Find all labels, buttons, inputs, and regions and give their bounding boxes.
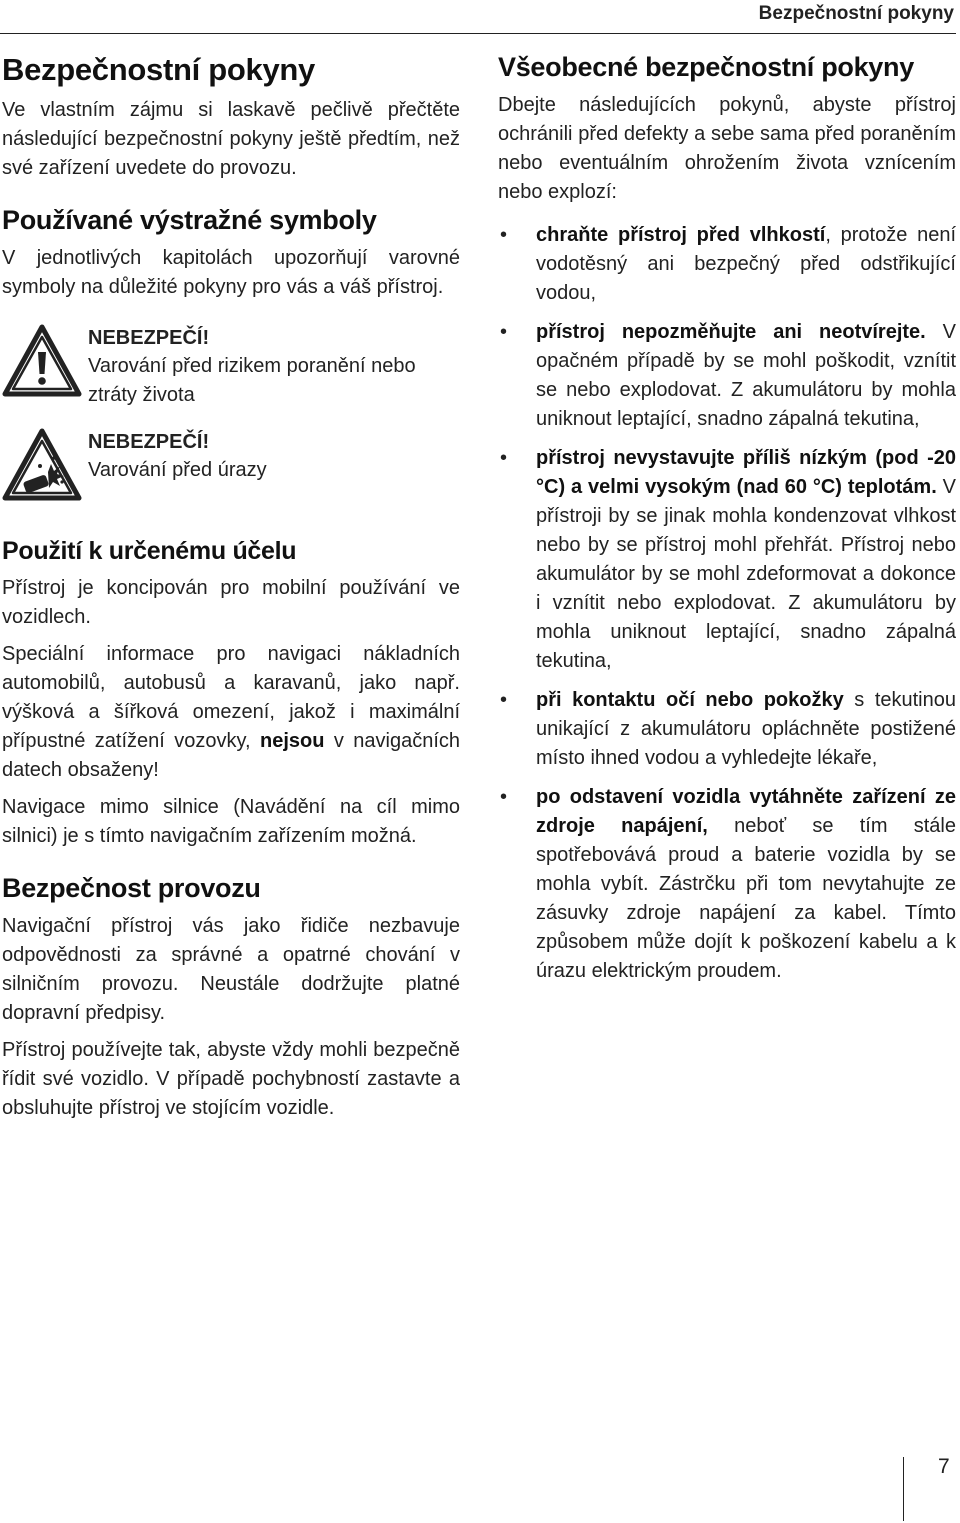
general-heading: Všeobecné bezpečnostní pokyny: [498, 52, 914, 82]
bullet-bold: chraňte přístroj před vlhkostí: [536, 224, 826, 246]
bullet-icon: •: [500, 689, 508, 711]
warning-title: NEBEZPEČÍ!: [88, 431, 210, 453]
usage-paragraph-3: Navigace mimo silnice (Navádění na cíl mimo silnici) je s tímto navigačním zařízením možná.: [2, 796, 460, 847]
bullet-icon: •: [500, 447, 508, 469]
bullet-icon: •: [500, 224, 508, 246]
usage-p2-before: Speciální informace pro navigaci nákladních automobilů, autobusů a karavanů, jako např. výšková a šířková omezení, jakož i maximální přípustné zatížení vozovky,: [2, 643, 460, 752]
warning-danger-injury: [2, 428, 460, 507]
bullet-text: neboť se tím stále spotřebovává proud a baterie vozidla by se mohla vybít. Zástrčku při tom nevytahujte ze zásuvky zdroje napájení za kabel. Tímto způsobem může dojít k poškození kabelu a k úrazu elektrickým proudem.: [536, 815, 956, 982]
footer-rule: [903, 1457, 904, 1521]
usage-p2-after: v navigačních datech obsaženy!: [2, 730, 461, 781]
usage-heading: Použití k určenému účelu: [2, 537, 297, 565]
bullet-icon: •: [500, 786, 508, 808]
usage-paragraph-1: Přístroj je koncipován pro mobilní používání ve vozidlech.: [2, 577, 460, 628]
running-header: Bezpečnostní pokyny: [758, 3, 954, 24]
list-item: [498, 318, 956, 434]
bullet-text: , protože není vodotěsný ani bezpečný před odstřikující vodou,: [536, 224, 956, 304]
exclamation-warning-icon: [2, 324, 82, 403]
usage-p2-bold: nejsou: [260, 730, 325, 752]
bullet-bold: po odstavení vozidla vytáhněte zařízení ze zdroje napájení,: [536, 786, 956, 837]
bullet-bold: přístroj nepozměňujte ani neotvírejte.: [536, 321, 926, 343]
traffic-heading: Bezpečnost provozu: [2, 873, 261, 903]
bullet-text: V přístroji by se jinak mohla kondenzovat vlhkost nebo by se přístroj mohl přehřát. Přístroj nebo akumulátor by se mohl zdeformovat a dokonce i vznítit nebo explodovat. Z akumulátoru by mohla uniknout leptající, snadno zápalná tekutina,: [536, 476, 956, 672]
traffic-paragraph-1: Navigační přístroj vás jako řidiče nezbavuje odpovědnosti za správné a opatrné chování v silničním provozu. Neustále dodržujte platné dopravní předpisy.: [2, 915, 460, 1024]
explosion-warning-icon: [2, 428, 82, 507]
bullet-text: V opačném případě by se mohl poškodit, vznítit se nebo explodovat. Z akumulátoru by mohla uniknout leptající, snadno zápalná tekutina,: [536, 321, 956, 430]
general-intro: Dbejte následujících pokynů, abyste přístroj ochránili před defekty a sebe sama před poraněním nebo eventuálním ohrožením života vznícením nebo explozí:: [498, 94, 956, 203]
bullet-text: s tekutinou unikající z akumulátoru opláchněte postižené místo ihned vodou a vyhledejte lékaře,: [536, 689, 956, 769]
list-item: [498, 686, 956, 773]
list-item: [498, 221, 956, 308]
left-column: [2, 52, 460, 1131]
symbols-heading: Používané výstražné symboly: [2, 205, 377, 235]
list-item: [498, 444, 956, 676]
usage-paragraph-2: [2, 640, 460, 785]
header-rule: [0, 33, 956, 34]
list-item: [498, 783, 956, 986]
bullet-bold: při kontaktu očí nebo pokožky: [536, 689, 844, 711]
bullet-bold: přístroj nevystavujte příliš nízkým (pod -20 °C) a velmi vysokým (nad 60 °C) teplotám.: [536, 447, 956, 498]
right-column: [498, 52, 956, 996]
warning-text: Varování před úrazy: [88, 459, 267, 481]
warning-text: Varování před rizikem poranění nebo ztráty života: [88, 355, 416, 406]
symbols-text: V jednotlivých kapitolách upozorňují varovné symboly na důležité pokyny pro vás a váš přístroj.: [2, 247, 460, 298]
bullet-icon: •: [500, 321, 508, 343]
intro-paragraph: Ve vlastním zájmu si laskavě pečlivě přečtěte následující bezpečnostní pokyny ještě předtím, než své zařízení uvedete do provozu.: [2, 99, 460, 179]
warning-danger-life: [2, 324, 460, 410]
page-title: Bezpečnostní pokyny: [2, 52, 315, 87]
traffic-paragraph-2: Přístroj používejte tak, abyste vždy mohli bezpečně řídit své vozidlo. V případě pochybností zastavte a obsluhujte přístroj ve stojícím vozidle.: [2, 1039, 460, 1119]
page-number: 7: [938, 1455, 950, 1478]
warning-title: NEBEZPEČÍ!: [88, 327, 210, 349]
safety-bullet-list: [498, 221, 956, 986]
